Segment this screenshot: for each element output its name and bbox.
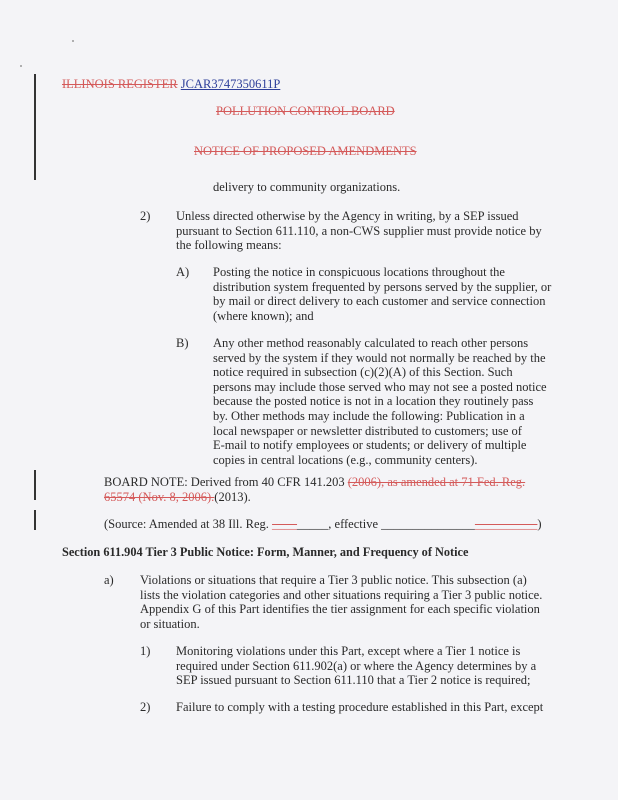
paragraph-line: lists the violation categories and other situations requiring a Tier 3 public notice. [140,587,543,602]
paragraph-line: because the posted notice is not in a location they routinely pass [213,394,534,409]
source-lead: (Source: Amended at 38 Ill. Reg. [104,517,273,531]
paragraph-line: persons may include those served who may not see a posted notice [213,379,547,394]
paragraph-line: by. Other methods may include the following: Publication in a [213,409,525,423]
item-number: 2) [140,209,151,223]
board-note-lead: BOARD NOTE: Derived from 40 CFR 141.203 [104,475,348,489]
scan-speck [72,40,74,42]
board-note-line-1 [104,475,525,490]
paragraph-line: by mail or direct delivery to each customer and service connection [213,294,546,309]
board-note-tail: (2013). [214,489,251,504]
paragraph-line: the following means: [176,238,282,253]
section-heading: Section 611.904 Tier 3 Public Notice: Form, Manner, and Frequency of Notice [62,545,469,559]
item-number: a) [104,573,114,587]
item-number: 2) [140,700,151,714]
header-line [62,77,280,92]
paragraph-line: SEP issued pursuant to Section 611.110 that a Tier 2 notice is required; [176,673,531,688]
change-bar [34,470,36,500]
source-blank-struck: __________ [474,517,538,531]
notice-title: NOTICE OF PROPOSED AMENDMENTS [194,144,417,158]
paragraph-line: Monitoring violations under this Part, except where a Tier 1 notice is [176,644,521,658]
paragraph-line: Posting the notice in conspicuous locations throughout the [213,265,505,279]
board-title: POLLUTION CONTROL BOARD [216,104,395,118]
scan-speck [20,65,22,67]
paragraph-line: or situation. [140,616,200,631]
paragraph-line: Failure to comply with a testing procedure established in this Part, except [176,700,544,714]
paragraph-line: Any other method reasonably calculated to reach other persons [213,336,529,350]
source-blank: _____ [297,517,329,531]
source-line [104,517,542,532]
source-blank-struck: ____ [272,517,298,531]
change-bar [34,510,36,530]
source-blank: _______________ [381,517,475,531]
item-number: A) [176,265,190,279]
item-number: 1) [140,644,151,658]
paragraph-line: local newspaper or newsletter distributed to customers; use of [213,423,522,438]
change-bar [34,74,36,180]
paragraph-line: copies in central locations (e.g., community centers). [213,452,478,467]
paragraph-line: Appendix G of this Part identifies the tier assignment for each specific violation [140,602,540,617]
paragraph-line: Violations or situations that require a Tier 3 public notice. This subsection (a) [140,573,527,587]
source-close: ) [537,517,542,531]
board-note-struck: 65574 (Nov. 8, 2006). [104,489,215,504]
paragraph-line: pursuant to Section 611.110, a non-CWS supplier must provide notice by [176,223,542,238]
paragraph-line: E-mail to notify employees or students; or delivery of multiple [213,438,527,453]
paragraph-line: distribution system frequented by persons served by the supplier, or [213,279,552,294]
paragraph-line: notice required in subsection (c)(2)(A) of this Section. Such [213,365,513,380]
paragraph-line: required under Section 611.902(a) or where the Agency determines by a [176,658,537,673]
register-struck: ILLINOIS REGISTER [62,77,178,91]
board-note-struck: (2006), as amended at 71 Fed. Reg. [347,475,526,489]
paragraph-line: served by the system if they would not normally be reached by the [213,350,546,365]
register-code: JCAR3747350611P [180,77,281,91]
paragraph-line: (where known); and [213,308,314,323]
item-number: B) [176,336,189,350]
source-mid: , effective [328,517,382,531]
continuation-line: delivery to community organizations. [213,180,401,194]
paragraph-line: Unless directed otherwise by the Agency in writing, by a SEP issued [176,209,519,223]
board-note-line-2 [104,490,251,505]
